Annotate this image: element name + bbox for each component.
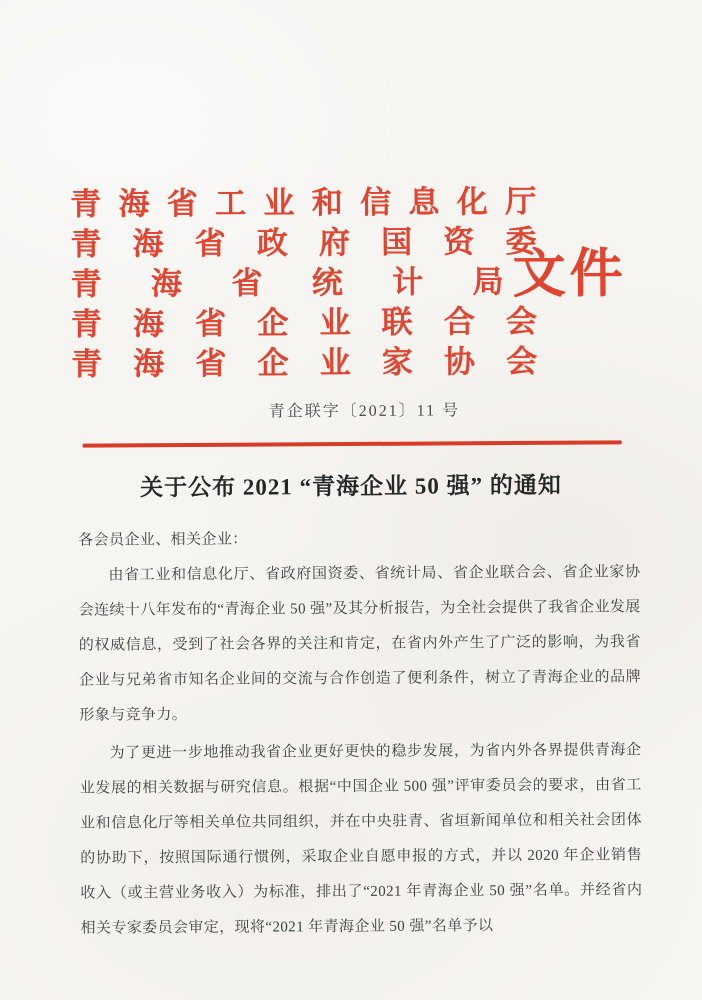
issuing-org-names xyxy=(70,182,537,385)
document-reference-number: 青企联字〔2021〕11 号 xyxy=(268,402,461,421)
red-divider-line xyxy=(83,440,622,447)
salutation: 各会员企业、相关企业： xyxy=(78,531,248,549)
document-type-label: 文 件 xyxy=(512,245,623,305)
document-body xyxy=(78,520,643,946)
letterhead xyxy=(0,0,699,382)
org-line-entrepreneurs-association: 青 海 省 企 业 家 协 会 xyxy=(71,343,538,382)
org-line-industry-it-dept: 青 海 省 工 业 和 信 息 化 厅 xyxy=(70,183,537,222)
org-line-enterprise-confederation: 青 海 省 企 业 联 合 会 xyxy=(70,303,538,342)
body-paragraph-2: 为了更进一步地推动我省企业更好更快的稳步发展，为省内外各界提供青海企业发展的相关数据与研究信息。根据“中国企业 500 强”评审委员会的要求，由省工业和信息化厅等相关单位共同组织，并在中央驻青、省垣新闻单位和相关社会团体的协助下，按照国际通行惯例，采取企业自愿申报的方式，并以 2020 年企业销售收入（或主营业务收入）为标准，排出了“2021 年青海企业 50 强”名单。并经省内相关专家委员会审定，现将“2021 年青海企业 50 强”名单予以 xyxy=(79,742,643,937)
document-title: 关于公布 2021 “青海企业 50 强” 的通知 xyxy=(139,472,562,501)
body-paragraph-1: 由省工业和信息化厅、省政府国资委、省统计局、省企业联合会、省企业家协会连续十八年发布的“青海企业 50 强”及其分析报告，为全社会提供了我省企业发展的权威信息，受到了社会各界的关注和肯定，在省内外产生了广泛的影响，为我省企业与兄弟省市知名企业间的交流与合作创造了便利条件，树立了青海企业的品牌形象与竞争力。 xyxy=(78,564,642,724)
org-line-sasac: 青 海 省 政 府 国 资 委 xyxy=(70,223,537,262)
org-line-statistics-bureau: 青 海 省 统 计 局 xyxy=(70,264,504,302)
